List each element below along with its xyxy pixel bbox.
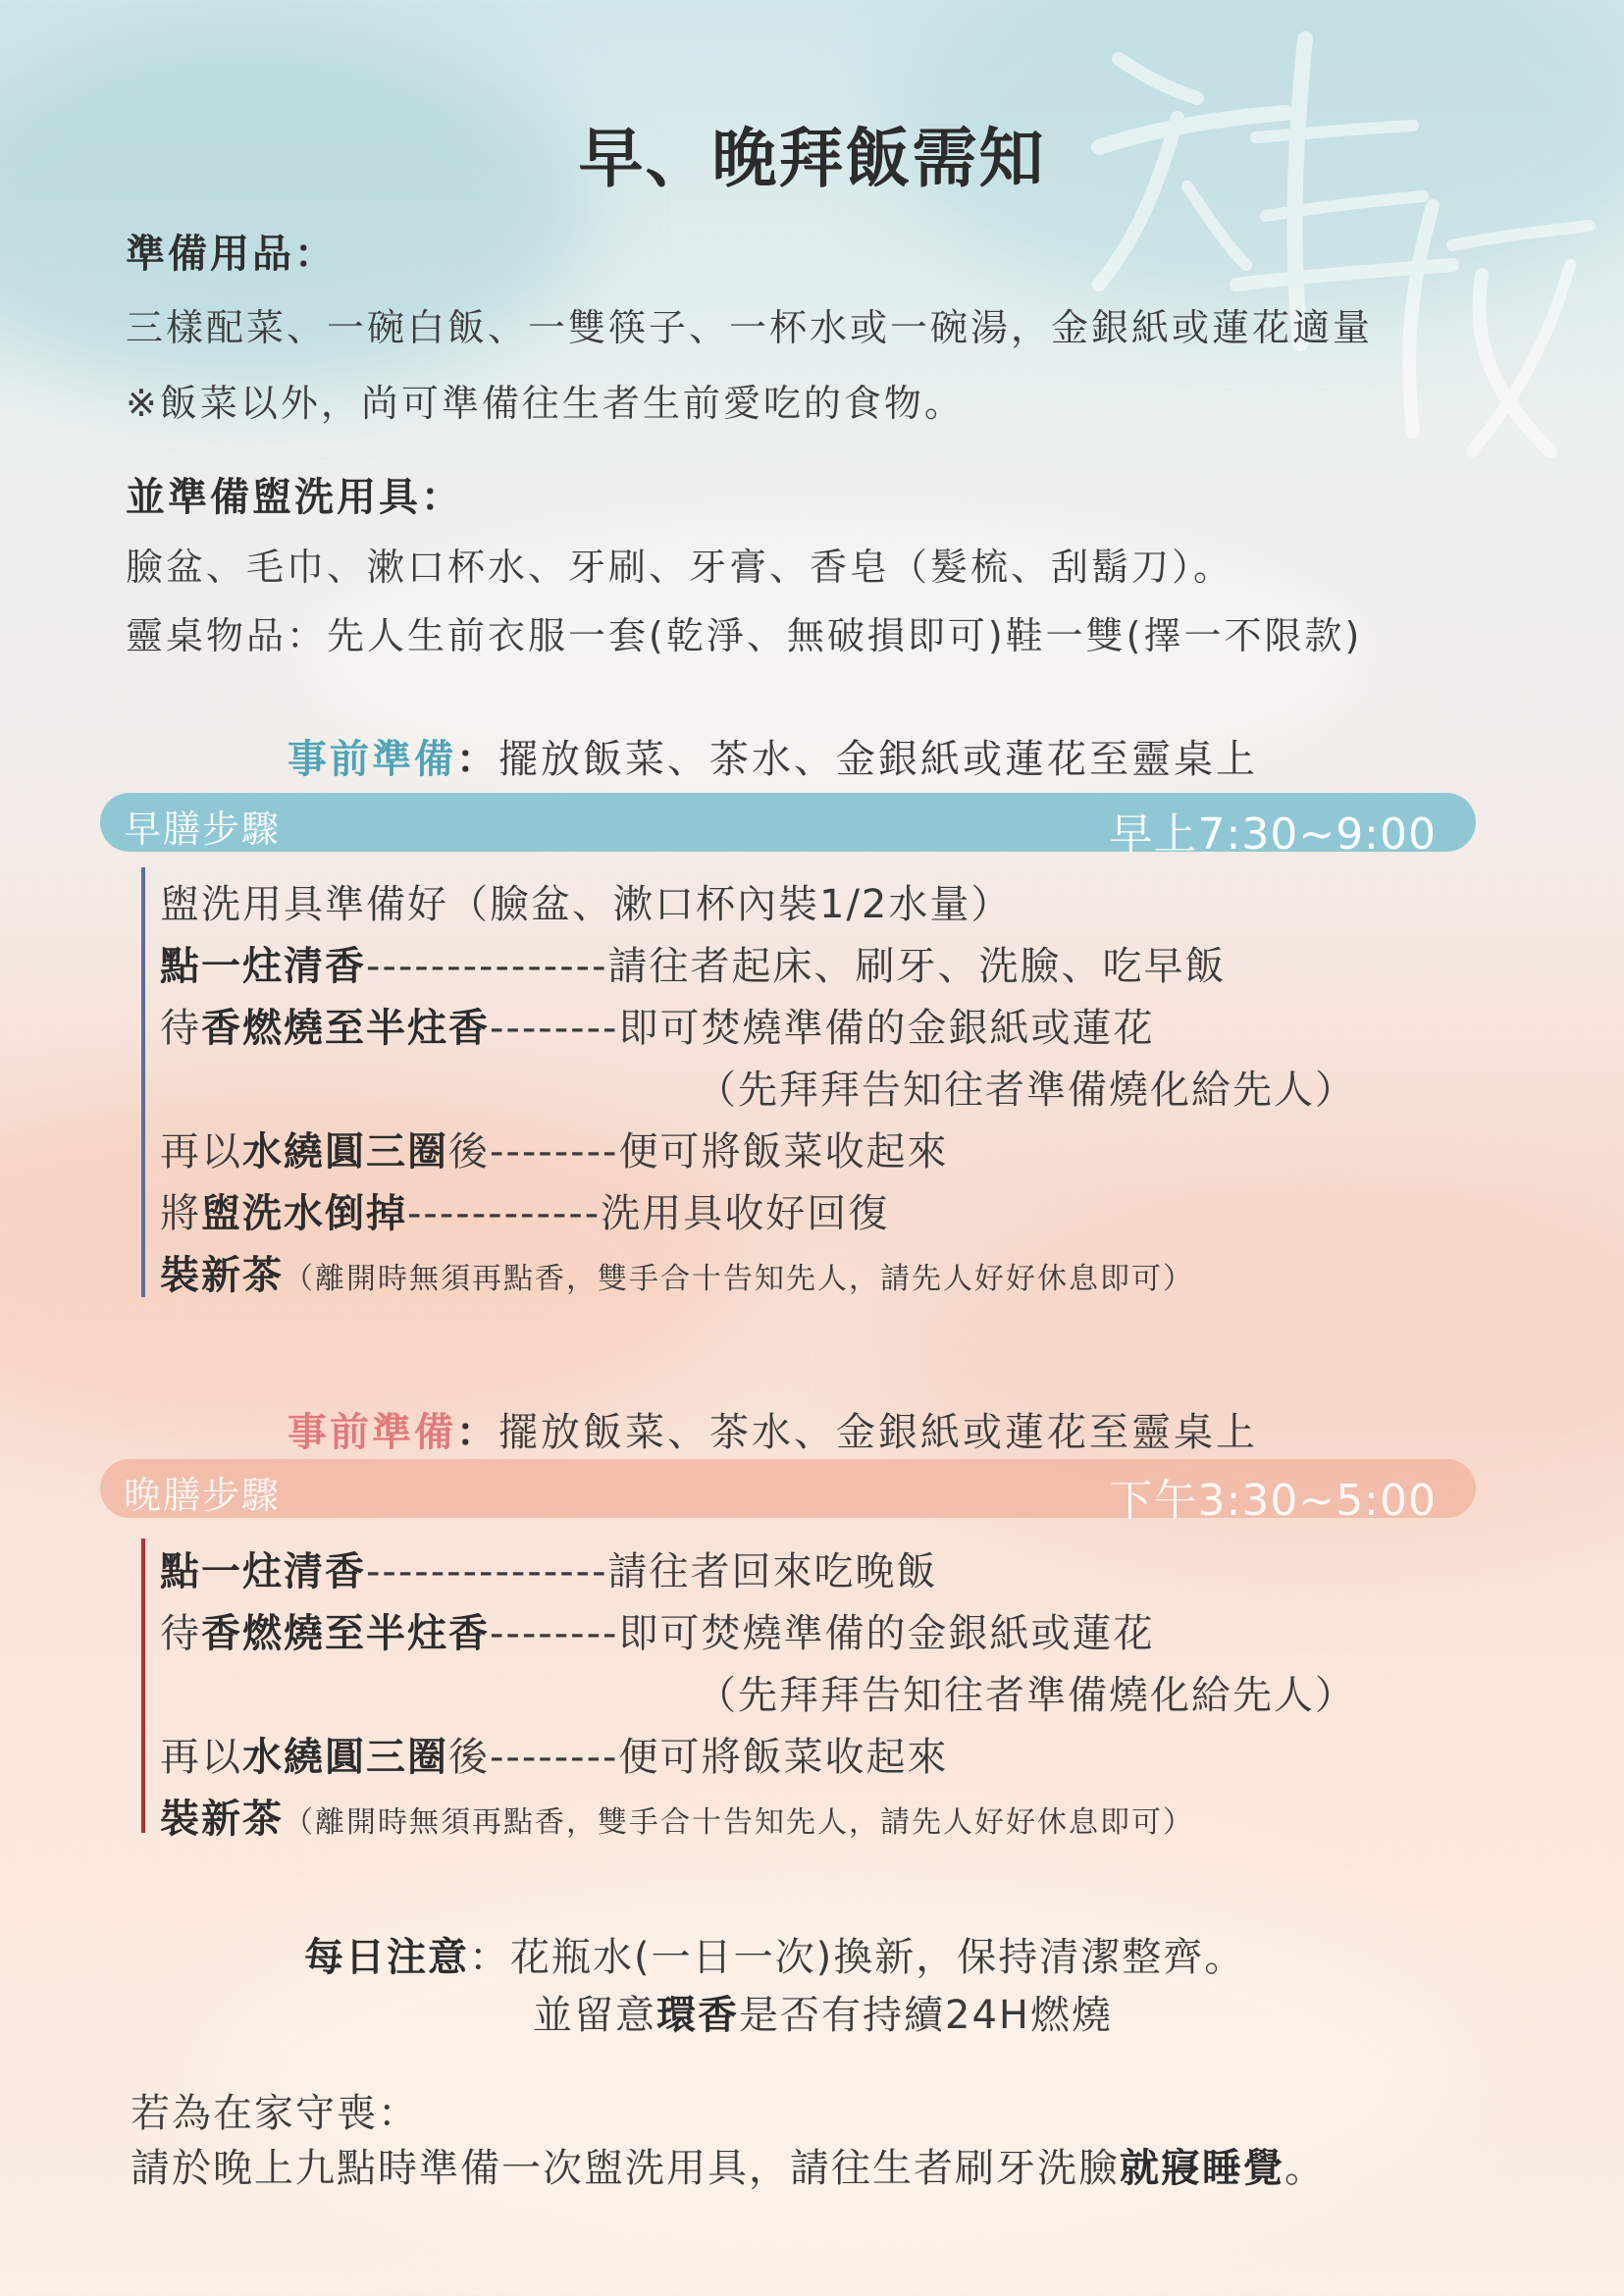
morning-prep <box>288 728 1258 784</box>
daily-notice-text: ：花瓶水(一日一次)換新，保持清潔整齊。 <box>469 1935 1246 1980</box>
toiletries-heading: 並準備盥洗用具： <box>126 475 463 520</box>
morning-step-5 <box>160 1182 889 1238</box>
morning-step-3-pre: 待 <box>160 1006 201 1051</box>
cloud-decoration <box>196 1864 1472 2257</box>
morning-step-6-note: （離開時無須再點香，雙手合十告知先人，請先人好好休息即可） <box>284 1262 1194 1296</box>
evening-band-label: 晚膳步驟 <box>124 1474 282 1517</box>
morning-step-6 <box>160 1244 1194 1300</box>
evening-steps-rule <box>141 1539 145 1833</box>
evening-step-2 <box>160 1602 1154 1658</box>
daily-notice-pre: 並留意 <box>533 1993 656 2038</box>
morning-prep-colon: ： <box>456 737 498 782</box>
morning-step-3-continuation: （先拜拜告知往者準備燒化給先人） <box>697 1068 1356 1113</box>
daily-notice-label: 每日注意 <box>304 1935 469 1980</box>
morning-step-2-rest: ---------------請往者起床、刷牙、洗臉、吃早飯 <box>366 944 1227 989</box>
evening-step-2-pre: 待 <box>160 1611 201 1656</box>
toiletries-line-1: 臉盆、毛巾、漱口杯水、牙刷、牙膏、香皂（髮梳、刮鬍刀）。 <box>126 546 1234 589</box>
evening-prep-text: 擺放飯菜、茶水、金銀紙或蓮花至靈桌上 <box>498 1410 1258 1455</box>
morning-step-3-rest: --------即可焚燒準備的金銀紙或蓮花 <box>490 1006 1155 1051</box>
evening-step-3-pre: 再以 <box>160 1735 242 1780</box>
morning-step-2 <box>160 935 1227 991</box>
home-instruction-bold: 就寢睡覺 <box>1120 2146 1284 2191</box>
home-mourning-heading: 若為在家守喪： <box>131 2091 419 2136</box>
morning-step-4-rest: 後--------便可將飯菜收起來 <box>448 1129 949 1174</box>
page-title: 早、晚拜飯需知 <box>578 121 1046 196</box>
evening-step-3-rest: 後--------便可將飯菜收起來 <box>448 1735 949 1780</box>
supplies-line-2: ※飯菜以外，尚可準備往生者生前愛吃的食物。 <box>126 382 965 425</box>
morning-step-6-bold: 裝新茶 <box>160 1253 284 1298</box>
daily-notice-rest: 是否有持續24H燃燒 <box>739 1993 1113 2038</box>
morning-step-5-pre: 將 <box>160 1191 201 1236</box>
morning-step-4-bold: 水繞圓三圈 <box>242 1129 448 1174</box>
evening-band-time: 下午3:30~5:00 <box>1109 1476 1437 1526</box>
morning-step-4 <box>160 1121 948 1176</box>
evening-step-4-note: （離開時無須再點香，雙手合十告知先人，請先人好好休息即可） <box>284 1805 1194 1840</box>
daily-notice-line-1 <box>304 1926 1245 1982</box>
evening-step-2-rest: --------即可焚燒準備的金銀紙或蓮花 <box>490 1611 1155 1656</box>
evening-step-1-bold: 點一炷清香 <box>160 1549 366 1594</box>
calligraphy-watermark <box>1060 20 1609 481</box>
evening-step-4 <box>160 1788 1194 1844</box>
morning-step-3 <box>160 997 1154 1053</box>
home-instruction-end: 。 <box>1284 2146 1326 2191</box>
home-mourning-instruction <box>131 2137 1326 2193</box>
supplies-line-1: 三樣配菜、一碗白飯、一雙筷子、一杯水或一碗湯，金銀紙或蓮花適量 <box>126 306 1374 349</box>
morning-band-time: 早上7:30~9:00 <box>1109 809 1437 860</box>
supplies-heading: 準備用品： <box>126 232 337 277</box>
altar-items-line: 靈桌物品：先人生前衣服一套(乾淨、無破損即可)鞋一雙(擇一不限款) <box>126 614 1363 657</box>
evening-step-1-rest: ---------------請往者回來吃晚飯 <box>366 1549 938 1594</box>
evening-step-2-bold: 香燃燒至半炷香 <box>201 1611 490 1656</box>
evening-step-3 <box>160 1726 948 1782</box>
morning-step-5-rest: ------------洗用具收好回復 <box>407 1191 890 1236</box>
evening-step-3-bold: 水繞圓三圈 <box>242 1735 448 1780</box>
morning-step-4-pre: 再以 <box>160 1129 242 1174</box>
daily-notice-bold: 環香 <box>656 1993 739 2038</box>
evening-prep-colon: ： <box>456 1410 498 1455</box>
morning-step-1: 盥洗用具準備好（臉盆、漱口杯內裝1/2水量） <box>160 882 1013 927</box>
morning-prep-text: 擺放飯菜、茶水、金銀紙或蓮花至靈桌上 <box>498 737 1258 782</box>
evening-step-4-bold: 裝新茶 <box>160 1797 284 1842</box>
evening-steps-band <box>100 1459 1476 1526</box>
evening-step-2-continuation: （先拜拜告知往者準備燒化給先人） <box>697 1673 1356 1718</box>
morning-band-label: 早膳步驟 <box>124 808 282 851</box>
morning-step-2-bold: 點一炷清香 <box>160 944 366 989</box>
morning-step-3-bold: 香燃燒至半炷香 <box>201 1006 490 1051</box>
morning-steps-band <box>100 793 1476 860</box>
home-instruction-pre: 請於晚上九點時準備一次盥洗用具，請往生者刷牙洗臉 <box>131 2146 1120 2191</box>
morning-steps-rule <box>141 867 145 1297</box>
daily-notice-line-2 <box>533 1984 1113 2040</box>
evening-prep <box>288 1401 1258 1457</box>
evening-step-1 <box>160 1540 938 1596</box>
morning-step-5-bold: 盥洗水倒掉 <box>201 1191 407 1236</box>
evening-prep-label: 事前準備 <box>288 1410 456 1455</box>
morning-prep-label: 事前準備 <box>288 737 456 782</box>
